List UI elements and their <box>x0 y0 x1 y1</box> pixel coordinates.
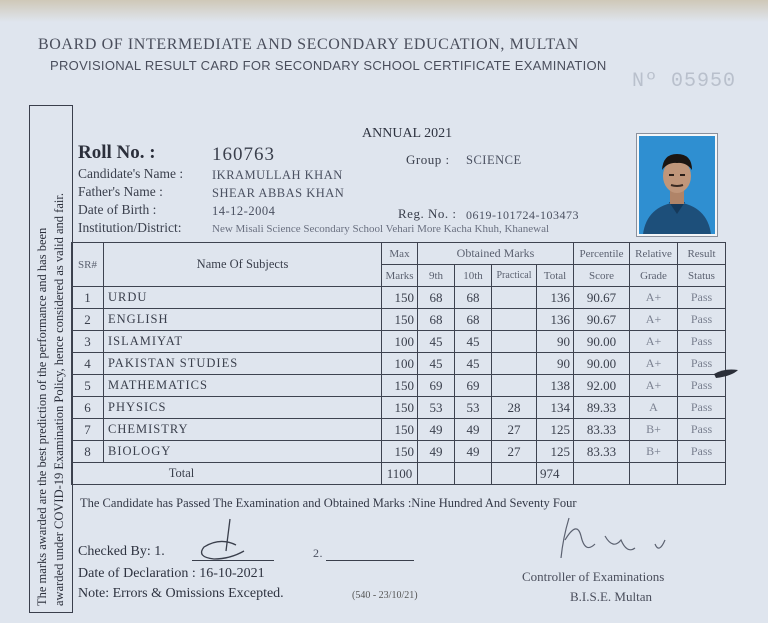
candidate-photo <box>637 134 717 236</box>
print-code: (540 - 23/10/21) <box>352 590 418 601</box>
row-result-status: Pass <box>678 331 726 353</box>
row-result-status: Pass <box>678 309 726 331</box>
row-max-marks: 150 <box>382 441 418 463</box>
row-10th-marks: 68 <box>455 287 492 309</box>
row-total-marks: 90 <box>537 331 574 353</box>
header-percentile: Percentile <box>574 243 630 265</box>
declaration-date: Date of Declaration : 16-10-2021 <box>78 566 265 581</box>
father-name-label: Father's Name : <box>78 184 163 199</box>
row-result-status: Pass <box>678 419 726 441</box>
row-9th-marks: 69 <box>418 375 455 397</box>
row-subject: BIOLOGY <box>104 441 382 463</box>
row-max-marks: 150 <box>382 375 418 397</box>
board-title: BOARD OF INTERMEDIATE AND SECONDARY EDUCATION, MULTAN <box>38 36 579 53</box>
table-row <box>72 309 726 331</box>
row-10th-marks: 49 <box>455 441 492 463</box>
card-title: PROVISIONAL RESULT CARD FOR SECONDARY SCHOOL CERTIFICATE EXAMINATION <box>50 58 607 73</box>
header-obtained: Obtained Marks <box>418 243 574 265</box>
row-9th-marks: 49 <box>418 441 455 463</box>
candidate-name: IKRAMULLAH KHAN <box>212 168 343 182</box>
row-result-status: Pass <box>678 353 726 375</box>
row-practical-marks <box>492 331 537 353</box>
total-obtained: 974 <box>537 463 574 485</box>
row-percentile-score: 83.33 <box>574 441 630 463</box>
row-practical-marks: 27 <box>492 419 537 441</box>
row-10th-marks: 45 <box>455 331 492 353</box>
row-relative-grade: B+ <box>630 441 678 463</box>
total-label: Total <box>72 463 382 485</box>
row-9th-marks: 53 <box>418 397 455 419</box>
header-score: Score <box>574 265 630 287</box>
row-sr: 5 <box>72 375 104 397</box>
serial-number: Nº 05950 <box>632 70 737 93</box>
date-of-birth: 14-12-2004 <box>212 204 276 218</box>
header-result: Result <box>678 243 726 265</box>
row-total-marks: 136 <box>537 287 574 309</box>
row-subject: CHEMISTRY <box>104 419 382 441</box>
row-practical-marks <box>492 309 537 331</box>
row-9th-marks: 68 <box>418 309 455 331</box>
board-short-name: B.I.S.E. Multan <box>570 589 652 604</box>
row-max-marks: 100 <box>382 353 418 375</box>
row-relative-grade: A+ <box>630 287 678 309</box>
row-sr: 8 <box>72 441 104 463</box>
row-subject: ISLAMIYAT <box>104 331 382 353</box>
row-max-marks: 150 <box>382 309 418 331</box>
row-10th-marks: 45 <box>455 353 492 375</box>
row-practical-marks <box>492 375 537 397</box>
row-total-marks: 134 <box>537 397 574 419</box>
header-status: Status <box>678 265 726 287</box>
row-total-marks: 138 <box>537 375 574 397</box>
controller-title: Controller of Examinations <box>522 569 665 584</box>
table-row <box>72 331 726 353</box>
header-practical: Practical <box>492 265 537 287</box>
row-percentile-score: 90.00 <box>574 331 630 353</box>
row-relative-grade: A+ <box>630 375 678 397</box>
total-max: 1100 <box>382 463 418 485</box>
row-sr: 2 <box>72 309 104 331</box>
group-label: Group : <box>406 152 450 167</box>
header-9th: 9th <box>418 265 455 287</box>
row-sr: 1 <box>72 287 104 309</box>
row-total-marks: 90 <box>537 353 574 375</box>
row-relative-grade: A <box>630 397 678 419</box>
table-row <box>72 397 726 419</box>
row-sr: 3 <box>72 331 104 353</box>
header-grade: Grade <box>630 265 678 287</box>
row-10th-marks: 69 <box>455 375 492 397</box>
row-subject: PAKISTAN STUDIES <box>104 353 382 375</box>
covid-note-line-2: awarded under COVID-19 Examination Policy, hence considered as valid and fair. <box>52 193 66 606</box>
row-sr: 4 <box>72 353 104 375</box>
row-result-status: Pass <box>678 375 726 397</box>
row-practical-marks <box>492 287 537 309</box>
row-relative-grade: B+ <box>630 419 678 441</box>
checked-by-line-2 <box>326 560 414 561</box>
row-10th-marks: 53 <box>455 397 492 419</box>
row-practical-marks <box>492 353 537 375</box>
row-subject: PHYSICS <box>104 397 382 419</box>
row-max-marks: 150 <box>382 287 418 309</box>
row-result-status: Pass <box>678 397 726 419</box>
row-total-marks: 125 <box>537 419 574 441</box>
reg-number: 0619-101724-103473 <box>466 208 579 222</box>
row-9th-marks: 49 <box>418 419 455 441</box>
header-subject: Name Of Subjects <box>104 243 382 287</box>
exam-session: ANNUAL 2021 <box>362 126 453 141</box>
row-9th-marks: 68 <box>418 287 455 309</box>
covid-note-line-1: The marks awarded are the best prediction of the performance and has been <box>35 227 49 606</box>
signature-controller-icon <box>555 514 695 564</box>
row-relative-grade: A+ <box>630 353 678 375</box>
institution-label: Institution/District: <box>78 220 182 235</box>
candidate-name-label: Candidate's Name : <box>78 166 184 181</box>
row-result-status: Pass <box>678 441 726 463</box>
dob-label: Date of Birth : <box>78 202 157 217</box>
row-relative-grade: A+ <box>630 309 678 331</box>
row-total-marks: 136 <box>537 309 574 331</box>
header-relative: Relative <box>630 243 678 265</box>
row-sr: 7 <box>72 419 104 441</box>
roll-label: Roll No. : <box>78 142 156 163</box>
row-percentile-score: 92.00 <box>574 375 630 397</box>
table-row <box>72 287 726 309</box>
checked-by-2-label: 2. <box>313 546 323 560</box>
ink-mark-icon <box>712 366 742 380</box>
row-9th-marks: 45 <box>418 353 455 375</box>
roll-number: 160763 <box>212 144 275 165</box>
header-max-marks: Marks <box>382 265 418 287</box>
person-photo-icon <box>639 136 715 234</box>
table-row <box>72 375 726 397</box>
errors-note: Note: Errors & Omissions Excepted. <box>78 586 284 601</box>
row-percentile-score: 90.00 <box>574 353 630 375</box>
row-percentile-score: 89.33 <box>574 397 630 419</box>
header-max: Max <box>382 243 418 265</box>
row-10th-marks: 68 <box>455 309 492 331</box>
father-name: SHEAR ABBAS KHAN <box>212 186 345 200</box>
reg-label: Reg. No. : <box>398 206 457 221</box>
header-total: Total <box>537 265 574 287</box>
row-sr: 6 <box>72 397 104 419</box>
covid-policy-note <box>29 105 73 613</box>
row-total-marks: 125 <box>537 441 574 463</box>
group-value: SCIENCE <box>466 153 522 167</box>
checked-by-label: Checked By: 1. <box>78 544 165 559</box>
row-practical-marks: 28 <box>492 397 537 419</box>
row-practical-marks: 27 <box>492 441 537 463</box>
header-sr: SR# <box>72 243 104 287</box>
row-percentile-score: 90.67 <box>574 309 630 331</box>
passed-statement: The Candidate has Passed The Examination and Obtained Marks :Nine Hundred And Seventy Four <box>80 496 577 510</box>
row-percentile-score: 83.33 <box>574 419 630 441</box>
marks-table <box>71 242 726 485</box>
row-percentile-score: 90.67 <box>574 287 630 309</box>
row-10th-marks: 49 <box>455 419 492 441</box>
institution-name: New Misali Science Secondary School Vehari More Kacha Khuh, Khanewal <box>212 223 550 235</box>
row-subject: ENGLISH <box>104 309 382 331</box>
signature-checker-icon <box>190 515 270 565</box>
row-subject: MATHEMATICS <box>104 375 382 397</box>
table-row <box>72 419 726 441</box>
row-max-marks: 150 <box>382 397 418 419</box>
row-result-status: Pass <box>678 287 726 309</box>
row-subject: URDU <box>104 287 382 309</box>
row-max-marks: 150 <box>382 419 418 441</box>
row-max-marks: 100 <box>382 331 418 353</box>
table-row <box>72 441 726 463</box>
row-9th-marks: 45 <box>418 331 455 353</box>
table-row <box>72 353 726 375</box>
row-relative-grade: A+ <box>630 331 678 353</box>
header-10th: 10th <box>455 265 492 287</box>
